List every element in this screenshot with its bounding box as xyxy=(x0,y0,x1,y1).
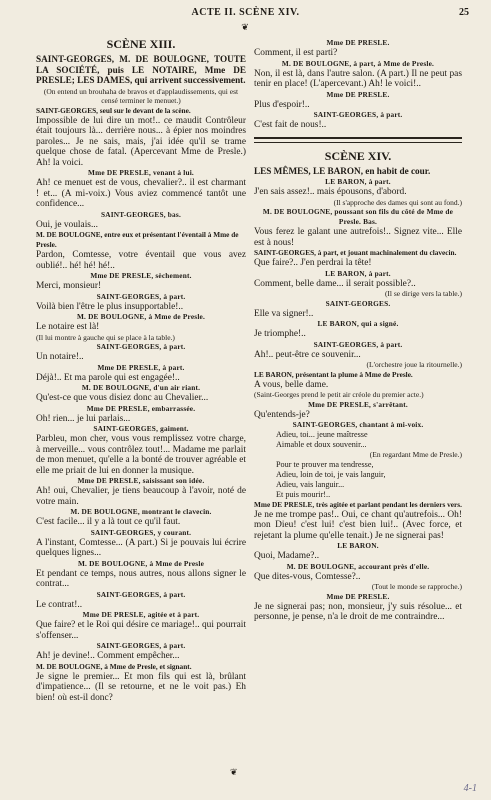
cast-list: LES MÊMES, LE BARON, en habit de cour. xyxy=(254,165,431,176)
speaker-label: M. DE BOULOGNE, montrant le clavecin. xyxy=(70,507,212,517)
dialogue-line: Qu'entends-je? xyxy=(254,409,310,420)
header-ornament-icon: ❦ xyxy=(241,22,249,32)
speaker-label: M. DE BOULOGNE, à part, à Mme de Presle. xyxy=(281,58,435,68)
dialogue-line: Qu'est-ce que vous disiez donc au Chevalier... xyxy=(36,393,209,404)
speaker-label: LE BARON, qui a signé. xyxy=(317,319,399,329)
speaker-label: Mme DE PRESLE, agitée et à part. xyxy=(82,610,200,620)
dialogue-line: Le notaire est là! xyxy=(36,322,100,333)
speaker-label: SAINT-GEORGES, à part. xyxy=(96,342,186,352)
song-verse: Aimable et doux souvenir... xyxy=(276,440,367,450)
speaker-label: SAINT-GEORGES, chantant à mi-voix. xyxy=(292,420,424,430)
speaker-label: SAINT-GEORGES, seul sur le devant de la scène. xyxy=(36,105,191,115)
dialogue-line: Que dites-vous, Comtesse?.. xyxy=(254,571,361,582)
scene-divider xyxy=(254,137,462,143)
stage-direction: (En regardant Mme de Presle.) xyxy=(369,450,462,460)
dialogue-line: Un notaire!.. xyxy=(36,352,84,363)
dialogue-line: Pardon, Comtesse, votre éventail que vous avez oublié!.. hé! hé! hé!.. xyxy=(36,250,246,271)
pencil-mark: 4-1 xyxy=(463,783,477,794)
speaker-label: M. DE BOULOGNE, à Mme de Presle xyxy=(77,558,205,568)
speaker-label: Mme DE PRESLE, s'arrêtant. xyxy=(308,399,408,409)
page-number: 25 xyxy=(459,7,469,18)
dialogue-line: Oui, je voulais... xyxy=(36,219,98,230)
song-verse: Adieu, loin de toi, je vais languir, xyxy=(276,469,386,479)
speaker-label: Mme DE PRESLE. xyxy=(326,591,390,601)
speaker-label: M. DE BOULOGNE, à Mme de Presle. xyxy=(76,312,206,322)
speaker-label: SAINT-GEORGES, à part. xyxy=(96,641,186,651)
stage-direction: (Il s'approche des dames qui sont au fond.) xyxy=(333,197,462,207)
dialogue-line: Que faire?.. J'en perdrai la tête! xyxy=(254,258,372,269)
speaker-label: LE BARON, présentant la plume à Mme de Presle. xyxy=(254,369,413,379)
speaker-label: SAINT-GEORGES, gaiment. xyxy=(93,424,189,434)
dialogue-line: C'est facile... il y a là tout ce qu'il faut. xyxy=(36,517,181,528)
dialogue-line: Voilà bien l'être le plus insupportable!.. xyxy=(36,301,184,312)
dialogue-line: Et pendant ce temps, nous autres, nous allons signer le contrat... xyxy=(36,568,246,590)
left-column xyxy=(36,38,246,703)
dialogue-line: Ah!.. peut-être ce souvenir... xyxy=(254,349,361,360)
dialogue-line: Je signe le premier... Et mon fils qui est là, brûlant d'impatience... (Il se retourne, et ne le voit pas.) Eh bien! où est-il donc? xyxy=(36,671,246,703)
dialogue-line: Non, il est là, dans l'autre salon. (A part.) Il ne peut pas tenir en place! (L'apercevant.) Ah! le voici!.. xyxy=(254,68,462,89)
song-verse: Adieu, vais languir... xyxy=(276,479,345,489)
song-verse: Pour te prouver ma tendresse, xyxy=(276,459,374,469)
speaker-label: M. DE BOULOGNE, entre eux et présentant l'éventail à Mme de Presle. xyxy=(36,230,239,250)
speaker-label: LE BARON, à part. xyxy=(325,268,391,278)
dialogue-line: Déjà!.. Et ma parole qui est engagée!.. xyxy=(36,372,180,383)
stage-direction: (Saint-Georges prend le petit air créole du premier acte.) xyxy=(254,390,424,400)
dialogue-line: Je ne me trompe pas!.. Oui, ce chant qu'autrefois... Oh! mon Dieu! c'est lui! c'est bien lui!.. (Avec force, et rejetant la plume qu'elle tenait.) Je ne signerai pas! xyxy=(254,509,462,541)
dialogue-line: Plus d'espoir!.. xyxy=(254,99,310,110)
dialogue-line: A l'instant, Comtesse... (A part.) Si je pouvais lui écrire quelques lignes... xyxy=(36,537,246,559)
speaker-label: LE BARON, à part. xyxy=(325,177,391,187)
running-header xyxy=(0,7,491,21)
stage-direction: (Il lui montre à gauche qui se place à la table.) xyxy=(36,332,175,342)
dialogue-line: C'est fait de nous!.. xyxy=(254,120,327,130)
speaker-label: Mme DE PRESLE, venant à lui. xyxy=(88,168,194,178)
dialogue-line: Parbleu, mon cher, vous vous remplissez votre charge, à merveille... vous contrôlez tout!... Madame me parlait de mon menuet, qu'elle a la bonté de trouver agréable et elle me priait de lui en donner la musique. xyxy=(36,434,246,476)
stage-direction: (Il se dirige vers la table.) xyxy=(384,289,462,299)
speaker-label: SAINT-GEORGES. xyxy=(325,298,391,308)
speaker-label: Mme DE PRESLE, très agitée et parlant pendant les derniers vers. xyxy=(254,499,462,509)
speaker-label: Mme DE PRESLE, à part. xyxy=(97,362,185,372)
dialogue-line: Que faire? et le Roi qui désire ce mariage!.. qui pourrait s'offenser... xyxy=(36,620,246,641)
speaker-label: M. DE BOULOGNE, d'un air riant. xyxy=(81,383,201,393)
speaker-label: SAINT-GEORGES, y courant. xyxy=(90,527,192,537)
song-verse: Et puis mourir!.. xyxy=(276,489,331,499)
dialogue-line: Je triomphe!.. xyxy=(254,329,306,340)
song-verse: Adieu, toi... jeune maîtresse xyxy=(276,430,368,440)
scene-title: SCÈNE XIV. xyxy=(324,148,392,163)
dialogue-line: Comment, il est parti? xyxy=(254,48,338,58)
speaker-label: SAINT-GEORGES, à part. xyxy=(96,291,186,301)
speaker-label: SAINT-GEORGES, bas. xyxy=(101,209,181,219)
stage-direction: (On entend un brouhaha de bravos et d'applaudissements, qui est censé terminer le menuet.) xyxy=(43,86,239,106)
speaker-label: SAINT-GEORGES, à part, et jouant machinalement du clavecin. xyxy=(254,248,457,258)
dialogue-line: Ah! ce menuet est de vous, chevalier?.. il est charmant ! et... (A mi-voix.) Vous aviez commencé tantôt une confidence... xyxy=(36,178,246,210)
scene-title: SCÈNE XIII. xyxy=(106,37,176,51)
footer-ornament-icon: ❦ xyxy=(230,767,238,777)
dialogue-line: J'en sais assez!.. mais épousons, d'abord. xyxy=(254,187,407,198)
stage-direction: (Tout le monde se rapproche.) xyxy=(371,582,462,592)
dialogue-line: Ah! je devine!.. Comment empêcher... xyxy=(36,651,180,662)
cast-list: SAINT-GEORGES, M. DE BOULOGNE, TOUTE LA SOCIÉTÉ, puis LE NOTAIRE, Mme DE PRESLE; LES DAMES, qui arrivent successivement. xyxy=(36,54,246,86)
dialogue-line: Impossible de lui dire un mot!.. ce maudit Contrôleur était toujours là... derrière nous... à épier nos moindres paroles... Je ne sais, mais, j'ai idée qu'il se trame quelque chose de fatal. (Apercevant Mme de Presle.) Ah! la voici. xyxy=(36,115,246,168)
speaker-label: Mme DE PRESLE. xyxy=(326,89,390,99)
header-title: ACTE II. SCÈNE XIV. xyxy=(191,7,300,18)
dialogue-line: Vous ferez le galant une autrefois!.. Signez vite... Elle est à nous! xyxy=(254,227,462,248)
dialogue-line: Merci, monsieur! xyxy=(36,281,102,292)
speaker-label: SAINT-GEORGES, à part. xyxy=(313,110,403,119)
dialogue-line: Comment, belle dame... il serait possible?.. xyxy=(254,278,416,289)
speaker-label: M. DE BOULOGNE, accourant près d'elle. xyxy=(286,561,430,571)
dialogue-line: Ah! oui, Chevalier, je tiens beaucoup à l'avoir, noté de votre main. xyxy=(36,486,246,507)
stage-direction: (L'orchestre joue la ritournelle.) xyxy=(366,360,462,370)
speaker-label: Mme DE PRESLE, sèchement. xyxy=(90,271,192,281)
speaker-label: Mme DE PRESLE, saisissant son idée. xyxy=(77,476,205,486)
speaker-label: M. DE BOULOGNE, poussant son fils du côté de Mme de Presle. Bas. xyxy=(262,207,454,227)
dialogue-line: Oh! rien... je lui parlais... xyxy=(36,413,131,424)
dialogue-line: Le contrat!.. xyxy=(36,599,83,610)
speaker-label: LE BARON. xyxy=(337,541,379,551)
speaker-label: Mme DE PRESLE. xyxy=(326,38,390,47)
dialogue-line: Je ne signerai pas; non, monsieur, j'y suis résolue... et personne, je pense, n'a le droit de me contraindre... xyxy=(254,601,462,623)
speaker-label: Mme DE PRESLE, embarrassée. xyxy=(86,403,196,413)
speaker-label: SAINT-GEORGES, à part. xyxy=(96,589,186,599)
dialogue-line: A vous, belle dame. xyxy=(254,379,329,390)
dialogue-line: Elle va signer!.. xyxy=(254,308,314,319)
dialogue-line: Quoi, Madame?.. xyxy=(254,551,320,562)
speaker-label: SAINT-GEORGES, à part. xyxy=(313,339,403,349)
right-column xyxy=(254,38,462,623)
speaker-label: M. DE BOULOGNE, à Mme de Presle, et signant. xyxy=(36,661,192,671)
